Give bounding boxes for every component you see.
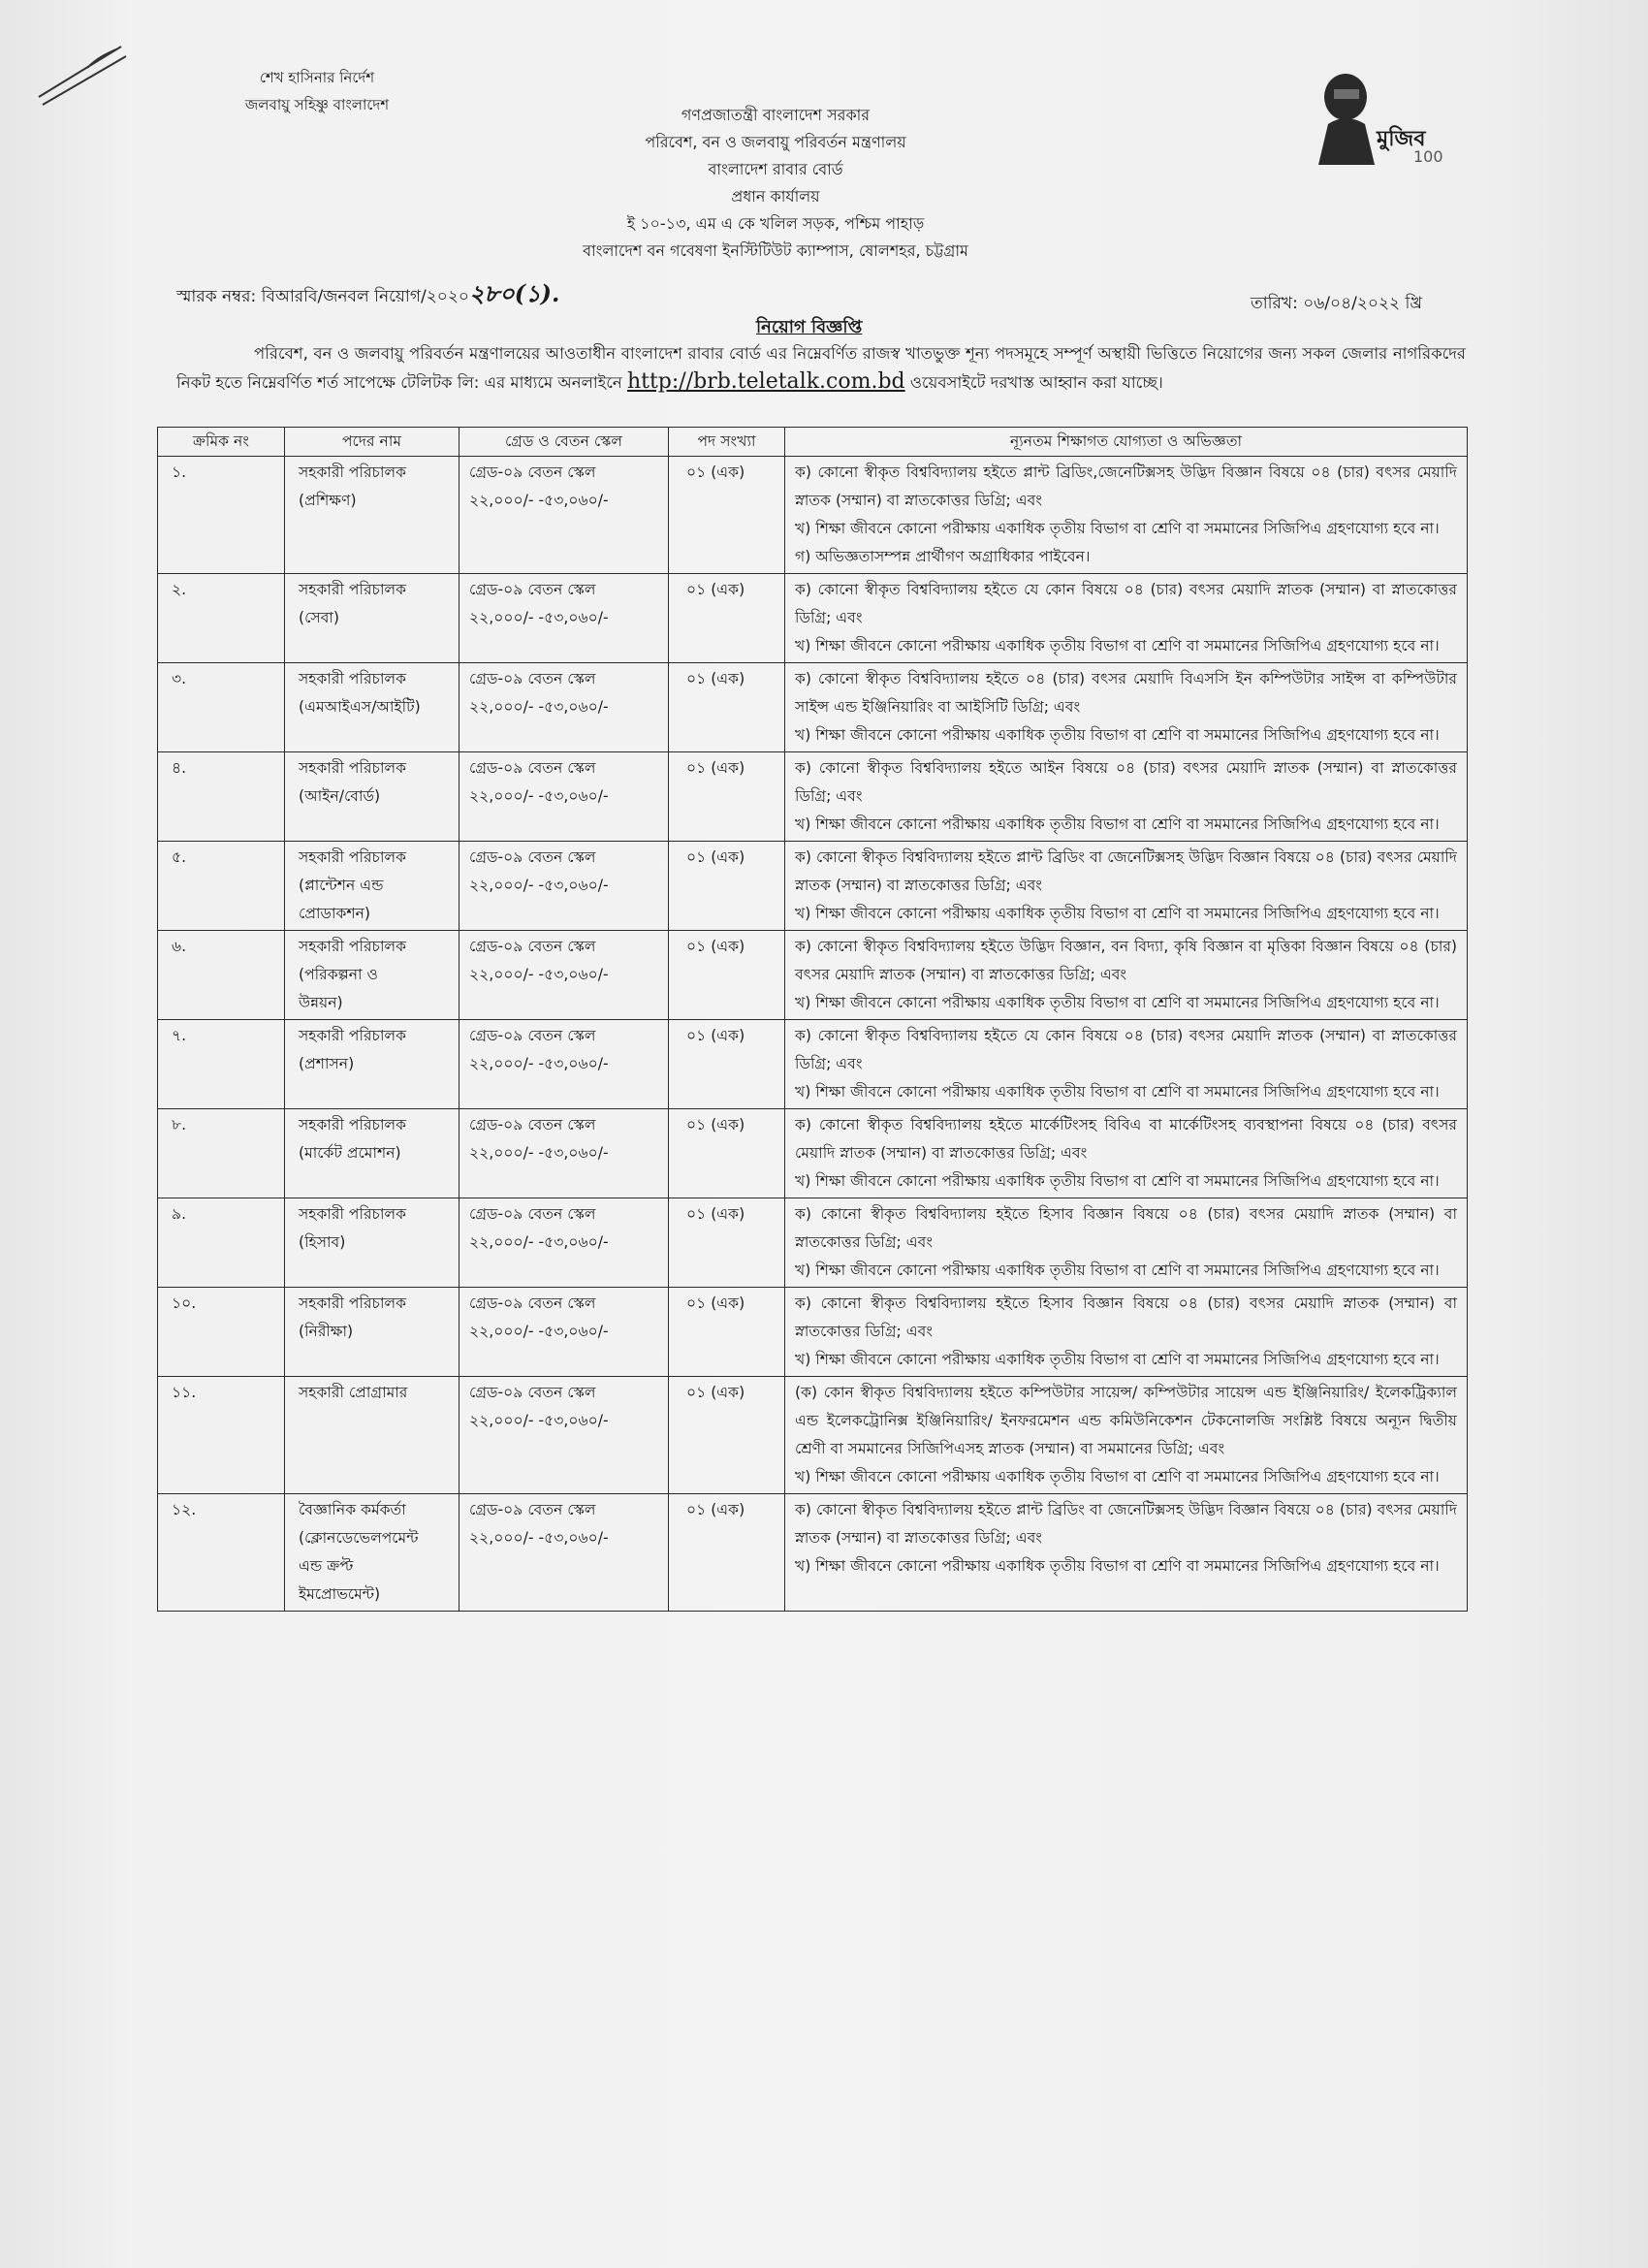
qualification-cell xyxy=(785,1494,1468,1612)
grade-cell-line: ২২,০০০/- -৫৩,০৬০/- xyxy=(469,1529,609,1547)
qualification-cell-line: খ) শিক্ষা জীবনে কোনো পরীক্ষায় একাধিক তৃতীয় বিভাগ বা শ্রেণি বা সমমানের সিজিপিএ গ্রহণযোগ্য হবে না। xyxy=(795,1262,1440,1279)
qualification-cell xyxy=(785,663,1468,752)
grade-cell-line: গ্রেড-০৯ বেতন স্কেল xyxy=(469,1384,596,1401)
qualification-cell xyxy=(785,931,1468,1020)
qualification-cell-line: (ক) কোন স্বীকৃত বিশ্ববিদ্যালয় হইতে কম্পিউটার সায়েন্স/ কম্পিউটার সায়েন্স এন্ড ইঞ্জিনিয়ারিং/ ইলেকট্রিক্যাল এন্ড ইলেকট্রোনিক্স ইঞ্জিনিয়ারিং/ ইনফরমেশন এন্ড কমিউনিকেশন টেকনোলজি সংশ্লিষ্ট বিষয়ে অন্যূন দ্বিতীয় শ্রেণী বা সমমানের সিজিপিএসহ স্নাতক (সম্মান) বা সমমানের ডিগ্রি; এবং xyxy=(795,1384,1457,1457)
header-line: গণপ্রজাতন্ত্রী বাংলাদেশ সরকার xyxy=(681,106,871,124)
header-line: বাংলাদেশ রাবার বোর্ড xyxy=(708,160,843,178)
serial-cell: ৮. xyxy=(158,1109,285,1198)
grade-cell-line: ২২,০০০/- -৫৩,০৬০/- xyxy=(469,787,609,805)
post-name-cell xyxy=(285,1288,460,1377)
post-name-cell-line: (প্রশাসন) xyxy=(299,1055,355,1072)
post-name-cell-line: সহকারী পরিচালক xyxy=(299,1027,407,1044)
col-serial: ক্রমিক নং xyxy=(158,428,285,457)
post-name-cell xyxy=(285,457,460,574)
post-count-cell: ০১ (এক) xyxy=(669,1288,785,1377)
col-grade: গ্রেড ও বেতন স্কেল xyxy=(460,428,669,457)
post-name-cell-line: (সেবা) xyxy=(299,609,339,626)
grade-cell-line: ২২,০০০/- -৫৩,০৬০/- xyxy=(469,1055,609,1072)
grade-cell xyxy=(460,1109,669,1198)
grade-cell-line: গ্রেড-০৯ বেতন স্কেল xyxy=(469,670,596,687)
post-name-cell xyxy=(285,1020,460,1109)
post-name-cell-line: সহকারী পরিচালক xyxy=(299,848,407,866)
grade-cell-line: গ্রেড-০৯ বেতন স্কেল xyxy=(469,1501,596,1518)
qualification-cell-line: খ) শিক্ষা জীবনে কোনো পরীক্ষায় একাধিক তৃতীয় বিভাগ বা শ্রেণি বা সমমানের সিজিপিএ গ্রহণযোগ্য হবে না। xyxy=(795,1557,1440,1575)
serial-cell: ৪. xyxy=(158,752,285,842)
qualification-cell-line: ক) কোনো স্বীকৃত বিশ্ববিদ্যালয় হইতে মার্কেটিংসহ বিবিএ বা মার্কেটিংসহ ব্যবস্থাপনা বিষয়ে ০৪ (চার) বৎসর মেয়াদি স্নাতক (সম্মান) বা স্নাতকোত্তর ডিগ্রি; এবং xyxy=(795,1116,1457,1162)
header-line: ই ১০-১৩, এম এ কে খলিল সড়ক, পশ্চিম পাহাড় xyxy=(626,214,925,233)
qualification-cell xyxy=(785,1198,1468,1288)
qualification-cell-line: খ) শিক্ষা জীবনে কোনো পরীক্ষায় একাধিক তৃতীয় বিভাগ বা শ্রেণি বা সমমানের সিজিপিএ গ্রহণযোগ্য হবে না। xyxy=(795,637,1440,655)
header-line: পরিবেশ, বন ও জলবায়ু পরিবর্তন মন্ত্রণালয় xyxy=(645,133,906,151)
post-name-cell xyxy=(285,1494,460,1612)
qualification-cell xyxy=(785,1020,1468,1109)
grade-cell-line: গ্রেড-০৯ বেতন স্কেল xyxy=(469,759,596,777)
application-url-link[interactable]: http://brb.teletalk.com.bd xyxy=(626,369,905,394)
serial-cell: ৬. xyxy=(158,931,285,1020)
table-row xyxy=(158,752,1468,842)
qualification-cell xyxy=(785,1288,1468,1377)
grade-cell xyxy=(460,1198,669,1288)
col-qualification: ন্যূনতম শিক্ষাগত যোগ্যতা ও অভিজ্ঞতা xyxy=(785,428,1468,457)
qualification-cell-line: খ) শিক্ষা জীবনে কোনো পরীক্ষায় একাধিক তৃতীয় বিভাগ বা শ্রেণি বা সমমানের সিজিপিএ গ্রহণযোগ্য হবে না। xyxy=(795,994,1440,1011)
table-body xyxy=(158,457,1468,1612)
post-count-cell: ০১ (এক) xyxy=(669,1198,785,1288)
grade-cell-line: ২২,০০০/- -৫৩,০৬০/- xyxy=(469,966,609,983)
serial-cell: ৩. xyxy=(158,663,285,752)
qualification-cell-line: খ) শিক্ষা জীবনে কোনো পরীক্ষায় একাধিক তৃতীয় বিভাগ বা শ্রেণি বা সমমানের সিজিপিএ গ্রহণযোগ্য হবে না। xyxy=(795,1172,1440,1190)
qualification-cell-line: ক) কোনো স্বীকৃত বিশ্ববিদ্যালয় হইতে হিসাব বিজ্ঞান বিষয়ে ০৪ (চার) বৎসর মেয়াদি স্নাতক (সম্মান) বা স্নাতকোত্তর ডিগ্রি; এবং xyxy=(795,1205,1457,1251)
qualification-cell-line: খ) শিক্ষা জীবনে কোনো পরীক্ষায় একাধিক তৃতীয় বিভাগ বা শ্রেণি বা সমমানের সিজিপিএ গ্রহণযোগ্য হবে না। xyxy=(795,1468,1440,1485)
qualification-cell-line: খ) শিক্ষা জীবনে কোনো পরীক্ষায় একাধিক তৃতীয় বিভাগ বা শ্রেণি বা সমমানের সিজিপিএ গ্রহণযোগ্য হবে না। xyxy=(795,726,1440,744)
post-name-cell-line: সহকারী পরিচালক xyxy=(299,463,407,481)
post-name-cell xyxy=(285,842,460,931)
col-post-name: পদের নাম xyxy=(285,428,460,457)
letterhead xyxy=(504,102,1047,265)
post-name-cell-line: বৈজ্ঞানিক কর্মকর্তা xyxy=(299,1501,406,1518)
grade-cell-line: গ্রেড-০৯ বেতন স্কেল xyxy=(469,938,596,955)
serial-cell: ৭. xyxy=(158,1020,285,1109)
grade-cell-line: ২২,০০০/- -৫৩,০৬০/- xyxy=(469,609,609,626)
grade-cell-line: গ্রেড-০৯ বেতন স্কেল xyxy=(469,1027,596,1044)
post-count-cell: ০১ (এক) xyxy=(669,842,785,931)
post-name-cell-line: উন্নয়ন) xyxy=(299,994,343,1011)
table-row xyxy=(158,931,1468,1020)
post-name-cell xyxy=(285,663,460,752)
qualification-cell-line: ক) কোনো স্বীকৃত বিশ্ববিদ্যালয় হইতে প্লান্ট ব্রিডিং,জেনেটিক্সসহ উদ্ভিদ বিজ্ঞান বিষয়ে ০৪ (চার) বৎসর মেয়াদি স্নাতক (সম্মান) বা স্নাতকোত্তর ডিগ্রি; এবং xyxy=(795,463,1457,509)
post-name-cell-line: সহকারী পরিচালক xyxy=(299,938,407,955)
table-row xyxy=(158,1109,1468,1198)
serial-cell: ১১. xyxy=(158,1377,285,1494)
logo-badge: 100 xyxy=(1413,147,1443,165)
post-count-cell: ০১ (এক) xyxy=(669,1109,785,1198)
post-name-cell-line: (পরিকল্পনা ও xyxy=(299,966,379,983)
qualification-cell-line: ক) কোনো স্বীকৃত বিশ্ববিদ্যালয় হইতে প্লান্ট ব্রিডিং বা জেনেটিক্সসহ উদ্ভিদ বিজ্ঞান বিষয়ে ০৪ (চার) বৎসর মেয়াদি স্নাতক (সম্মান) বা স্নাতকোত্তর ডিগ্রি; এবং xyxy=(795,848,1457,894)
serial-cell: ৯. xyxy=(158,1198,285,1288)
qualification-cell xyxy=(785,752,1468,842)
grade-cell-line: ২২,০০০/- -৫৩,০৬০/- xyxy=(469,877,609,894)
qualification-cell-line: খ) শিক্ষা জীবনে কোনো পরীক্ষায় একাধিক তৃতীয় বিভাগ বা শ্রেণি বা সমমানের সিজিপিএ গ্রহণযোগ্য হবে না। xyxy=(795,1083,1440,1101)
pen-mark-icon xyxy=(29,29,136,116)
grade-cell xyxy=(460,663,669,752)
post-name-cell xyxy=(285,1377,460,1494)
qualification-cell-line: ক) কোনো স্বীকৃত বিশ্ববিদ্যালয় হইতে প্লান্ট ব্রিডিং বা জেনেটিক্সসহ উদ্ভিদ বিজ্ঞান বিষয়ে ০৪ (চার) বৎসর মেয়াদি স্নাতক (সম্মান) বা স্নাতকোত্তর ডিগ্রি; এবং xyxy=(795,1501,1457,1547)
qualification-cell xyxy=(785,1377,1468,1494)
grade-cell-line: গ্রেড-০৯ বেতন স্কেল xyxy=(469,463,596,481)
post-count-cell: ০১ (এক) xyxy=(669,1494,785,1612)
qualification-cell-line: খ) শিক্ষা জীবনে কোনো পরীক্ষায় একাধিক তৃতীয় বিভাগ বা শ্রেণি বা সমমানের সিজিপিএ গ্রহণযোগ্য হবে না। xyxy=(795,905,1440,922)
table-row xyxy=(158,1494,1468,1612)
post-name-cell-line: এন্ড ক্রপ্ট xyxy=(299,1557,354,1575)
table-row xyxy=(158,663,1468,752)
intro-tail: ওয়েবসাইটে দরখাস্ত আহ্বান করা যাচ্ছে। xyxy=(904,373,1163,392)
post-count-cell: ০১ (এক) xyxy=(669,1377,785,1494)
post-count-cell: ০১ (এক) xyxy=(669,752,785,842)
post-name-cell-line: (প্লান্টেশন এন্ড xyxy=(299,877,384,894)
table-row xyxy=(158,842,1468,931)
qualification-cell-line: খ) শিক্ষা জীবনে কোনো পরীক্ষায় একাধিক তৃতীয় বিভাগ বা শ্রেণি বা সমমানের সিজিপিএ গ্রহণযোগ্য হবে না। xyxy=(795,815,1440,833)
slogan-line: জলবায়ু সহিষ্ণু বাংলাদেশ xyxy=(244,96,390,113)
table-row xyxy=(158,1377,1468,1494)
grade-cell xyxy=(460,1494,669,1612)
post-count-cell: ০১ (এক) xyxy=(669,457,785,574)
header-line: বাংলাদেশ বন গবেষণা ইনস্টিটিউট ক্যাম্পাস, ষোলশহর, চট্টগ্রাম xyxy=(583,241,968,260)
memo-label: স্মারক নম্বর: বিআরবি/জনবল নিয়োগ/২০২০ xyxy=(176,287,469,306)
logo-text: মুজিব xyxy=(1377,127,1426,151)
serial-cell: ১২. xyxy=(158,1494,285,1612)
memo-line xyxy=(176,276,559,315)
post-name-cell xyxy=(285,574,460,663)
grade-cell-line: গ্রেড-০৯ বেতন স্কেল xyxy=(469,1205,596,1223)
qualification-cell-line: ক) কোনো স্বীকৃত বিশ্ববিদ্যালয় হইতে ০৪ (চার) বৎসর মেয়াদি বিএসসি ইন কম্পিউটার সাইন্স বা কম্পিউটার সাইন্স এন্ড ইঞ্জিনিয়ারিং বা আইসিটি ডিগ্রি; এবং xyxy=(795,670,1457,716)
post-name-cell-line: প্রোডাকশন) xyxy=(299,905,371,922)
grade-cell xyxy=(460,457,669,574)
post-name-cell-line: সহকারী পরিচালক xyxy=(299,670,407,687)
qualification-cell-line: ক) কোনো স্বীকৃত বিশ্ববিদ্যালয় হইতে যে কোন বিষয়ে ০৪ (চার) বৎসর মেয়াদি স্নাতক (সম্মান) বা স্নাতকোত্তর ডিগ্রি; এবং xyxy=(795,581,1457,626)
post-name-cell-line: ইমপ্রোভমেন্ট) xyxy=(299,1585,381,1603)
serial-cell: ১. xyxy=(158,457,285,574)
intro-paragraph xyxy=(176,339,1466,397)
post-count-cell: ০১ (এক) xyxy=(669,1020,785,1109)
table-row xyxy=(158,1288,1468,1377)
post-name-cell-line: (মার্কেট প্রমোশন) xyxy=(299,1144,401,1162)
notice-title: নিয়োগ বিজ্ঞপ্তি xyxy=(756,317,863,337)
qualification-cell-line: খ) শিক্ষা জীবনে কোনো পরীক্ষায় একাধিক তৃতীয় বিভাগ বা শ্রেণি বা সমমানের সিজিপিএ গ্রহণযোগ্য হবে না। xyxy=(795,520,1440,537)
post-name-cell xyxy=(285,752,460,842)
grade-cell-line: ২২,০০০/- -৫৩,০৬০/- xyxy=(469,1412,609,1429)
qualification-cell-line: খ) শিক্ষা জীবনে কোনো পরীক্ষায় একাধিক তৃতীয় বিভাগ বা শ্রেণি বা সমমানের সিজিপিএ গ্রহণযোগ্য হবে না। xyxy=(795,1351,1440,1368)
post-name-cell xyxy=(285,931,460,1020)
qualification-cell-line: ক) কোনো স্বীকৃত বিশ্ববিদ্যালয় হইতে উদ্ভিদ বিজ্ঞান, বন বিদ্যা, কৃষি বিজ্ঞান বা মৃত্তিকা বিজ্ঞান বিষয়ে ০৪ (চার) বৎসর মেয়াদি স্নাতক (সম্মান) বা স্নাতকোত্তর ডিগ্রি; এবং xyxy=(795,938,1457,983)
post-count-cell: ০১ (এক) xyxy=(669,574,785,663)
post-name-cell-line: সহকারী পরিচালক xyxy=(299,581,407,598)
post-name-cell xyxy=(285,1109,460,1198)
serial-cell: ২. xyxy=(158,574,285,663)
qualification-cell xyxy=(785,457,1468,574)
header-line: প্রধান কার্যালয় xyxy=(731,187,820,206)
grade-cell xyxy=(460,574,669,663)
slogan-line: শেখ হাসিনার নির্দেশ xyxy=(259,69,375,86)
qualification-cell-line: গ) অভিজ্ঞতাসম্পন্ন প্রার্থীগণ অগ্রাধিকার পাইবেন। xyxy=(795,548,1091,565)
post-name-cell-line: (নিরীক্ষা) xyxy=(299,1323,354,1340)
vacancy-table xyxy=(157,427,1468,1612)
grade-cell xyxy=(460,1288,669,1377)
grade-cell-line: গ্রেড-০৯ বেতন স্কেল xyxy=(469,1294,596,1312)
grade-cell-line: গ্রেড-০৯ বেতন স্কেল xyxy=(469,1116,596,1134)
intro-text: পরিবেশ, বন ও জলবায়ু পরিবর্তন মন্ত্রণালয়ের আওতাধীন বাংলাদেশ রাবার বোর্ড এর নিম্নেবর্ণিত রাজস্ব খাতভুক্ত শূন্য পদসমূহে সম্পূর্ণ অস্থায়ী ভিত্তিতে নিয়োগের জন্য সকল জেলার নাগরিকদের নিকট হতে নিম্নেবর্ণিত শর্ত সাপেক্ষে টেলিটক লি: এর মাধ্যমে অনলাইনে xyxy=(176,344,1466,392)
qualification-cell xyxy=(785,1109,1468,1198)
qualification-cell xyxy=(785,842,1468,931)
grade-cell xyxy=(460,842,669,931)
post-count-cell: ০১ (এক) xyxy=(669,663,785,752)
post-name-cell-line: (প্রশিক্ষণ) xyxy=(299,492,357,509)
post-name-cell-line: (এমআইএস/আইটি) xyxy=(299,698,421,716)
post-count-cell: ০১ (এক) xyxy=(669,931,785,1020)
issue-date: তারিখ: ০৬/০৪/২০২২ খ্রি xyxy=(1251,294,1422,313)
table-row xyxy=(158,1198,1468,1288)
grade-cell xyxy=(460,1020,669,1109)
post-name-cell-line: সহকারী পরিচালক xyxy=(299,1116,407,1134)
qualification-cell xyxy=(785,574,1468,663)
grade-cell-line: ২২,০০০/- -৫৩,০৬০/- xyxy=(469,1323,609,1340)
col-post-count: পদ সংখ্যা xyxy=(669,428,785,457)
grade-cell-line: ২২,০০০/- -৫৩,০৬০/- xyxy=(469,1144,609,1162)
post-name-cell-line: সহকারী পরিচালক xyxy=(299,759,407,777)
grade-cell-line: ২২,০০০/- -৫৩,০৬০/- xyxy=(469,698,609,716)
slogan xyxy=(225,64,409,118)
grade-cell-line: ২২,০০০/- -৫৩,০৬০/- xyxy=(469,492,609,509)
memo-number: ২৮০(১). xyxy=(468,279,560,307)
mujib-100-logo xyxy=(1299,68,1444,165)
grade-cell xyxy=(460,752,669,842)
table-row xyxy=(158,574,1468,663)
qualification-cell-line: ক) কোনো স্বীকৃত বিশ্ববিদ্যালয় হইতে যে কোন বিষয়ে ০৪ (চার) বৎসর মেয়াদি স্নাতক (সম্মান) বা স্নাতকোত্তর ডিগ্রি; এবং xyxy=(795,1027,1457,1072)
post-name-cell-line: (ক্লোনডেভেলপমেন্ট xyxy=(299,1529,419,1547)
table-row xyxy=(158,457,1468,574)
table-row xyxy=(158,1020,1468,1109)
serial-cell: ১০. xyxy=(158,1288,285,1377)
grade-cell-line: ২২,০০০/- -৫৩,০৬০/- xyxy=(469,1233,609,1251)
serial-cell: ৫. xyxy=(158,842,285,931)
post-name-cell-line: (হিসাব) xyxy=(299,1233,346,1251)
post-name-cell-line: সহকারী পরিচালক xyxy=(299,1294,407,1312)
post-name-cell-line: (আইন/বোর্ড) xyxy=(299,787,381,805)
table-header-row xyxy=(158,428,1468,457)
post-name-cell xyxy=(285,1198,460,1288)
grade-cell-line: গ্রেড-০৯ বেতন স্কেল xyxy=(469,581,596,598)
grade-cell xyxy=(460,931,669,1020)
qualification-cell-line: ক) কোনো স্বীকৃত বিশ্ববিদ্যালয় হইতে আইন বিষয়ে ০৪ (চার) বৎসর মেয়াদি স্নাতক (সম্মান) বা স্নাতকোত্তর ডিগ্রি; এবং xyxy=(795,759,1457,805)
post-name-cell-line: সহকারী প্রোগ্রামার xyxy=(299,1384,408,1401)
qualification-cell-line: ক) কোনো স্বীকৃত বিশ্ববিদ্যালয় হইতে হিসাব বিজ্ঞান বিষয়ে ০৪ (চার) বৎসর মেয়াদি স্নাতক (সম্মান) বা স্নাতকোত্তর ডিগ্রি; এবং xyxy=(795,1294,1457,1340)
post-name-cell-line: সহকারী পরিচালক xyxy=(299,1205,407,1223)
grade-cell-line: গ্রেড-০৯ বেতন স্কেল xyxy=(469,848,596,866)
grade-cell xyxy=(460,1377,669,1494)
